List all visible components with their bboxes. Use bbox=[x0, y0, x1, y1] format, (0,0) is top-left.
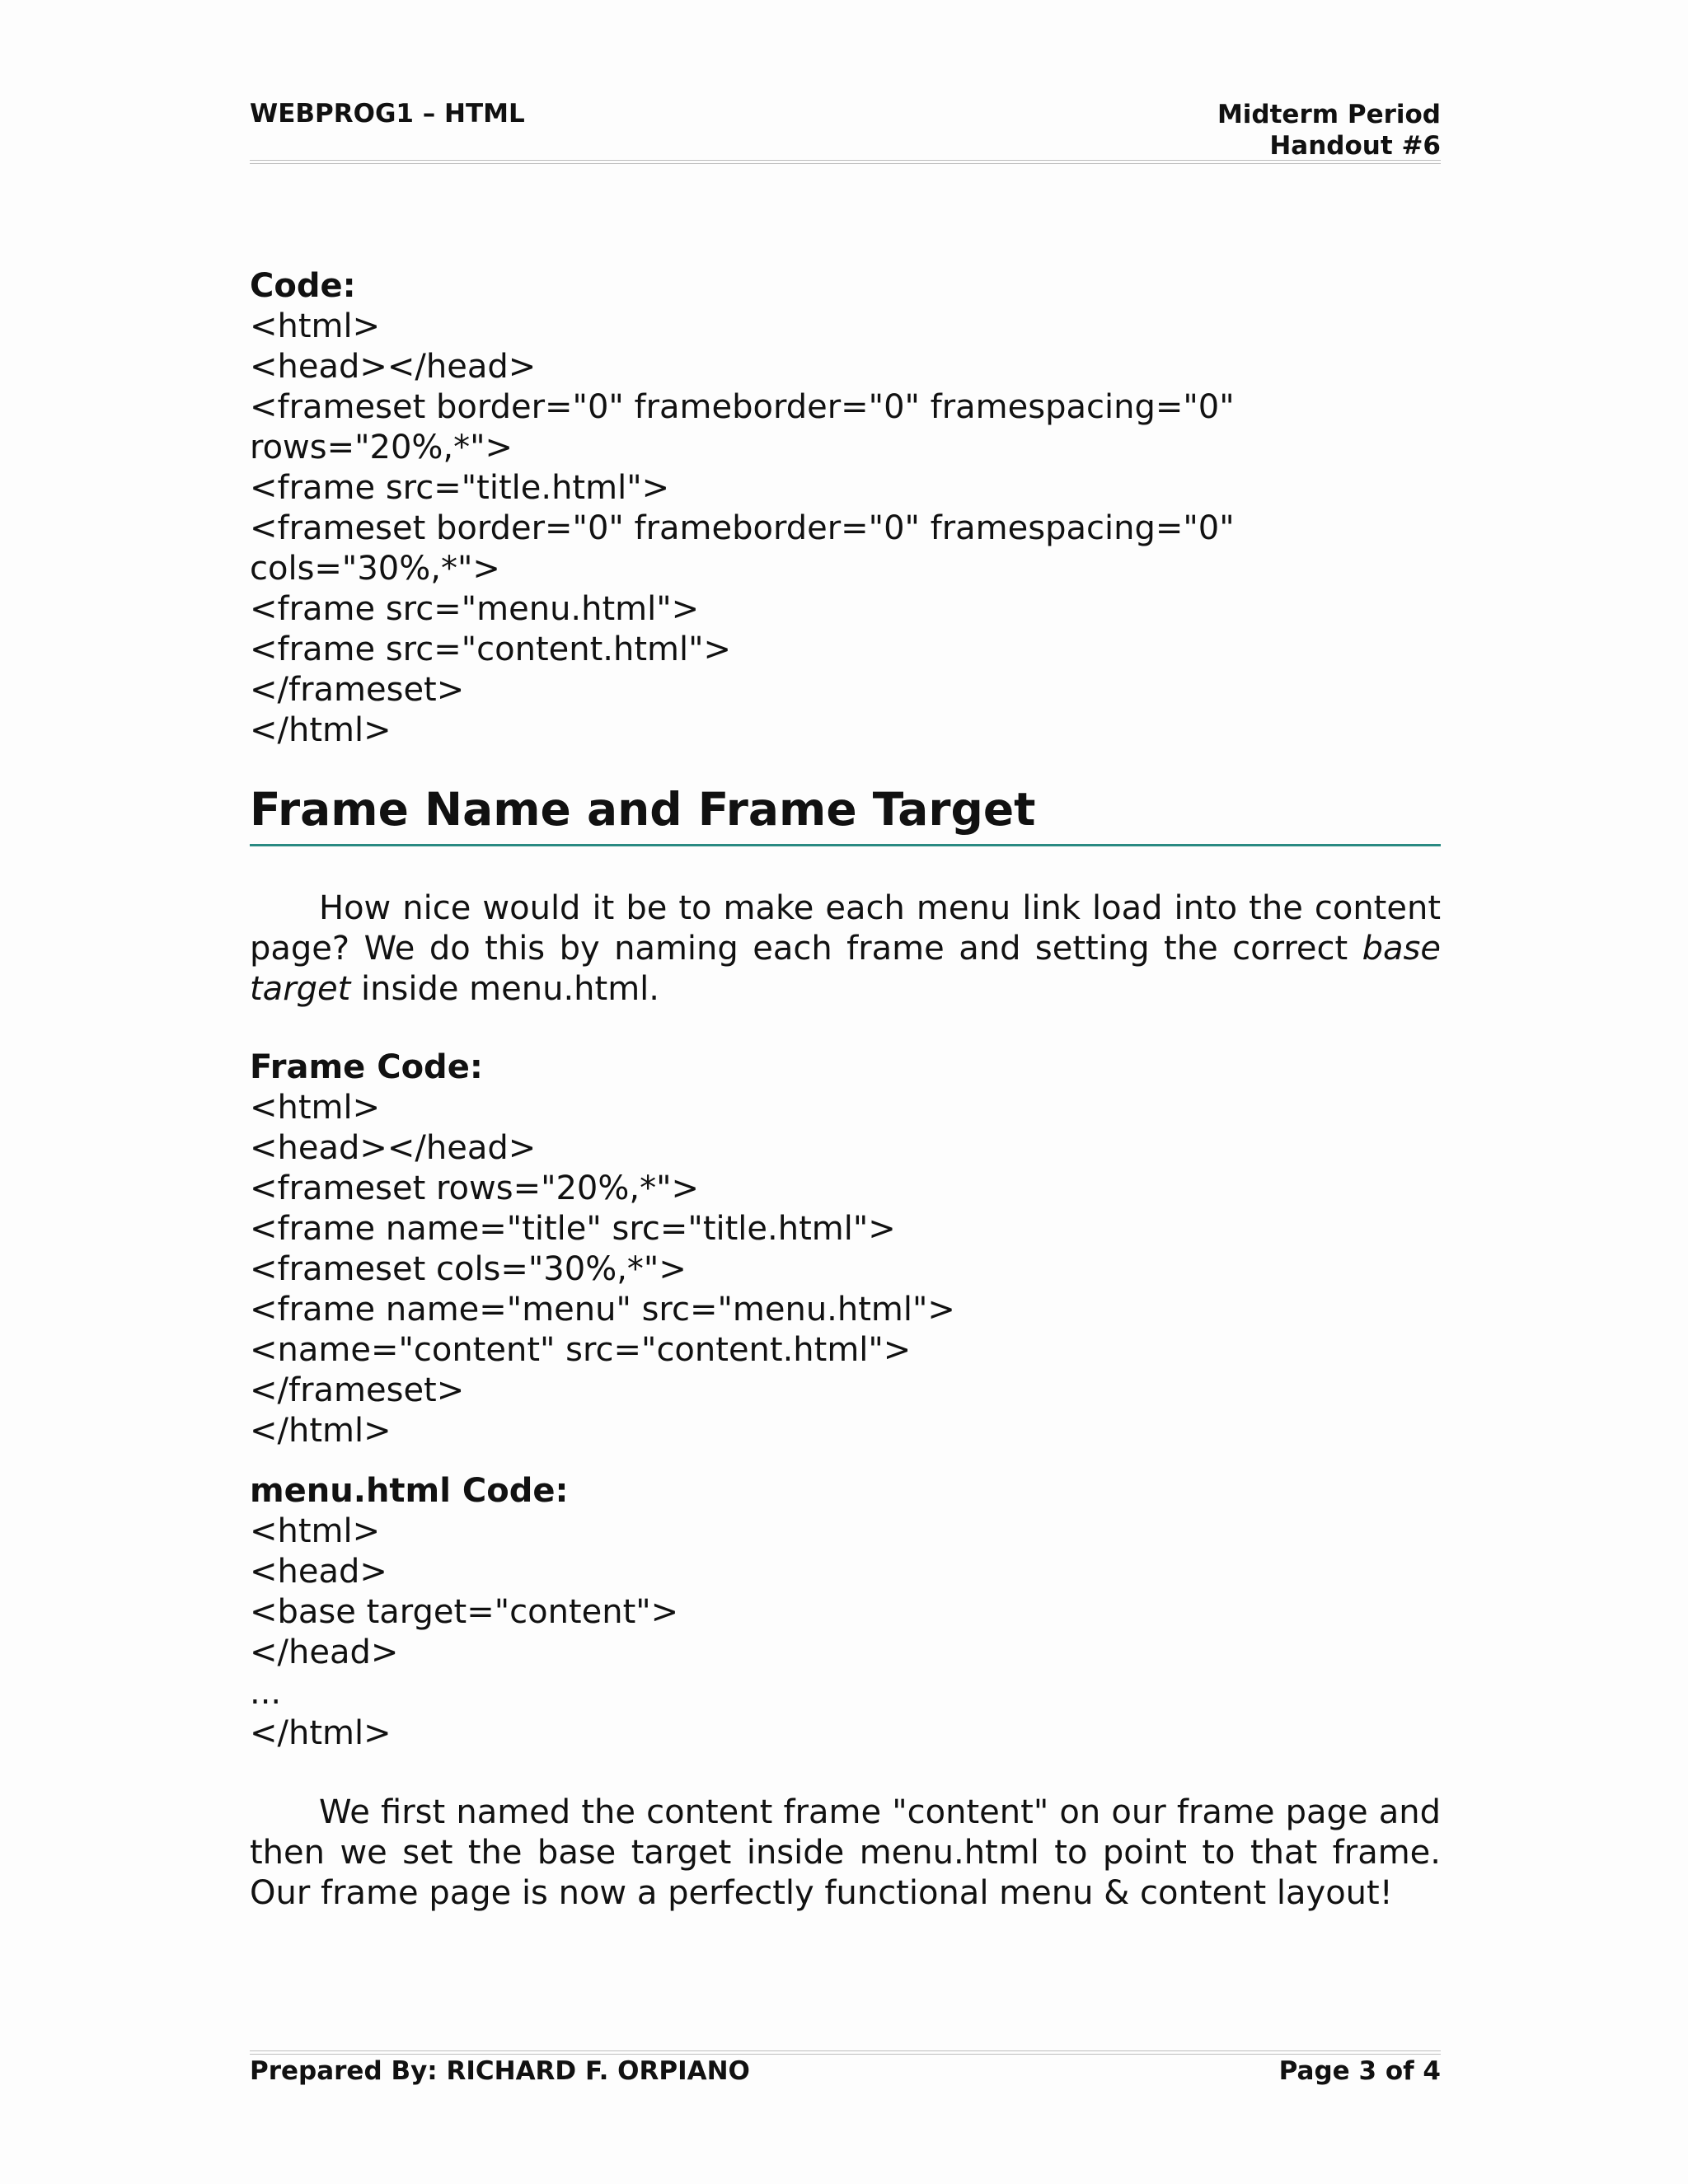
code-line: </html> bbox=[250, 711, 392, 749]
intro-text: How nice would it be to make each menu link load into the content page? We do this by naming each frame and setting the correct bbox=[250, 889, 1441, 968]
code-line: rows="20%,*"> bbox=[250, 429, 513, 466]
code-line: <html> bbox=[250, 1512, 381, 1550]
page-header bbox=[250, 97, 1441, 163]
course-title: WEBPROG1 – HTML bbox=[250, 99, 525, 129]
code-line: <html> bbox=[250, 307, 381, 345]
code-line: <head> bbox=[250, 1553, 387, 1591]
code-line: </html> bbox=[250, 1714, 392, 1752]
code-line: <name="content" src="content.html"> bbox=[250, 1331, 912, 1369]
header-rule bbox=[250, 160, 1441, 164]
code-label: Code: bbox=[250, 267, 356, 305]
document-page bbox=[250, 0, 1441, 2184]
code-block bbox=[250, 307, 1441, 751]
code-line: <frameset rows="20%,*"> bbox=[250, 1169, 700, 1207]
code-line: <frame src="content.html"> bbox=[250, 630, 732, 668]
page-number: Page 3 of 4 bbox=[1278, 2056, 1441, 2086]
header-right bbox=[1217, 99, 1441, 162]
code-line: <frameset border="0" frameborder="0" framespacing="0" bbox=[250, 509, 1235, 547]
code-line: </frameset> bbox=[250, 671, 465, 709]
code-line: cols="30%,*"> bbox=[250, 550, 500, 588]
period-label: Midterm Period bbox=[1217, 100, 1441, 129]
code-line: <frameset border="0" frameborder="0" framespacing="0" bbox=[250, 388, 1235, 426]
handout-label: Handout #6 bbox=[1269, 131, 1441, 161]
frame-code-label: Frame Code: bbox=[250, 1048, 483, 1086]
frame-code-block bbox=[250, 1088, 1441, 1451]
intro-text-end: inside menu.html. bbox=[350, 970, 659, 1008]
code-line: <frame name="menu" src="menu.html"> bbox=[250, 1291, 955, 1329]
code-line: <frame name="title" src="title.html"> bbox=[250, 1210, 896, 1248]
closing-paragraph: We first named the content frame "content" on our frame page and then we set the base target inside menu.html to point to that frame. Our frame page is now a perfectly functional menu & content layout! bbox=[250, 1793, 1441, 1912]
code-line: <frame src="title.html"> bbox=[250, 469, 670, 507]
menu-code-label: menu.html Code: bbox=[250, 1472, 569, 1510]
prepared-by: Prepared By: RICHARD F. ORPIANO bbox=[250, 2056, 750, 2086]
section-heading: Frame Name and Frame Target bbox=[250, 782, 1441, 846]
code-line: <base target="content"> bbox=[250, 1593, 679, 1631]
code-line: </html> bbox=[250, 1412, 392, 1450]
code-line: <frameset cols="30%,*"> bbox=[250, 1250, 687, 1288]
code-line: <head></head> bbox=[250, 348, 537, 386]
footer-rule bbox=[250, 2050, 1441, 2055]
page-body bbox=[250, 266, 1441, 1914]
code-line: ... bbox=[250, 1674, 282, 1712]
code-line: <head></head> bbox=[250, 1129, 537, 1167]
code-line: <frame src="menu.html"> bbox=[250, 590, 700, 628]
intro-emphasis: base target bbox=[250, 930, 1441, 1008]
code-line: </head> bbox=[250, 1633, 399, 1671]
code-line: <html> bbox=[250, 1089, 381, 1127]
code-line: </frameset> bbox=[250, 1371, 465, 1409]
intro-paragraph bbox=[250, 888, 1441, 1010]
menu-code-block bbox=[250, 1511, 1441, 1754]
